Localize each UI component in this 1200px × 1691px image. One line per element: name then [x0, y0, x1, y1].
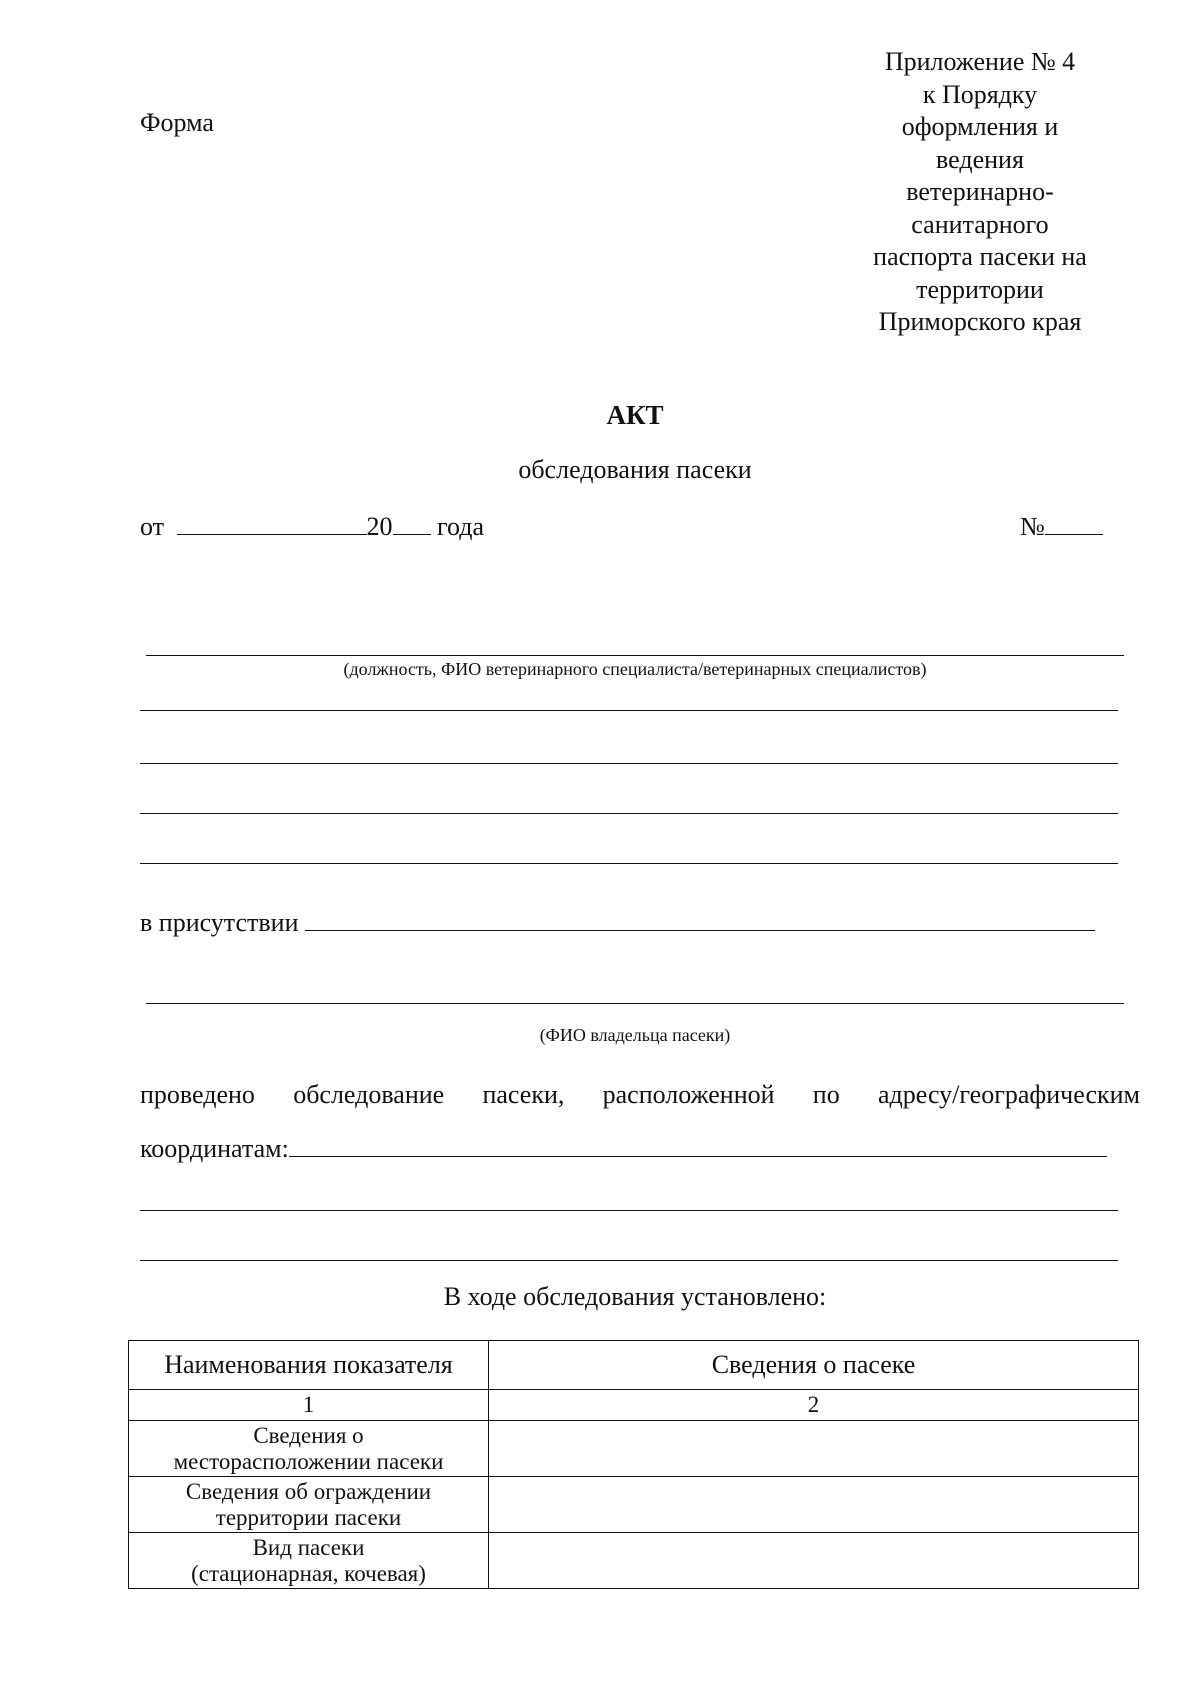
coordinates-field[interactable]	[289, 1130, 1107, 1157]
indicator-cell	[129, 1533, 489, 1589]
findings-table	[128, 1340, 1139, 1589]
table-header-cell: Сведения о пасеке	[489, 1341, 1139, 1390]
appendix-line: оформления и	[901, 112, 1059, 141]
date-from-label: от	[140, 512, 165, 541]
specialist-line-1[interactable]	[146, 655, 1124, 656]
presence-row	[140, 904, 1095, 938]
owner-line[interactable]	[146, 1003, 1124, 1004]
appendix-line: Приложение № 4	[884, 47, 1076, 76]
date-year-word: года	[437, 512, 485, 541]
indicator-line: Сведения о	[253, 1422, 364, 1448]
date-year-prefix: 20	[366, 512, 393, 541]
presence-field[interactable]	[305, 904, 1095, 931]
document-title: АКТ	[606, 400, 664, 430]
specialist-line-5[interactable]	[140, 863, 1118, 864]
specialist-line-2[interactable]	[140, 710, 1118, 711]
indicator-cell	[129, 1477, 489, 1533]
specialist-line-3[interactable]	[140, 763, 1118, 764]
table-number-row	[129, 1390, 1139, 1421]
form-label: Форма	[140, 108, 214, 137]
indicator-line: месторасположении пасеки	[173, 1448, 444, 1474]
act-number-field[interactable]	[1045, 508, 1103, 535]
table-header-cell: Наименования показателя	[129, 1341, 489, 1390]
specialist-caption: (должность, ФИО ветеринарного специалиста/ветеринарных специалистов)	[343, 659, 927, 679]
table-header-row	[129, 1341, 1139, 1390]
table-row	[129, 1533, 1139, 1589]
survey-paragraph-line-2	[140, 1130, 1107, 1164]
number-row	[1020, 508, 1103, 542]
table-row	[129, 1421, 1139, 1477]
indicator-line: территории пасеки	[215, 1504, 402, 1530]
date-day-month-field[interactable]	[177, 508, 367, 535]
value-cell[interactable]	[489, 1421, 1139, 1477]
survey-paragraph-line-1: проведено обследование пасеки, расположенной по адресу/географическим	[140, 1080, 1140, 1109]
owner-caption: (ФИО владельца пасеки)	[539, 1025, 731, 1045]
address-line-2[interactable]	[140, 1210, 1118, 1211]
appendix-line: паспорта пасеки на	[873, 242, 1087, 271]
date-year-field[interactable]	[393, 508, 431, 535]
address-line-3[interactable]	[140, 1260, 1118, 1261]
value-cell[interactable]	[489, 1477, 1139, 1533]
column-number-cell: 1	[129, 1390, 489, 1421]
number-sign: №	[1020, 512, 1045, 541]
document-subtitle: обследования пасеки	[518, 455, 752, 484]
indicator-line: Вид пасеки	[252, 1534, 365, 1560]
appendix-line: ведения	[936, 144, 1024, 174]
specialist-line-4[interactable]	[140, 813, 1118, 814]
appendix-line: санитарного	[911, 209, 1049, 239]
appendix-line: ветеринарно-	[906, 177, 1054, 206]
appendix-block	[835, 46, 1125, 339]
coordinates-label: координатам:	[140, 1134, 289, 1163]
column-number-cell: 2	[489, 1390, 1139, 1421]
appendix-line: Приморского края	[878, 307, 1082, 336]
table-row	[129, 1477, 1139, 1533]
indicator-line: Сведения об ограждении	[185, 1478, 432, 1504]
findings-heading: В ходе обследования установлено:	[443, 1282, 827, 1311]
presence-label: в присутствии	[140, 908, 299, 937]
value-cell[interactable]	[489, 1533, 1139, 1589]
indicator-line: (стационарная, кочевая)	[191, 1560, 426, 1586]
indicator-cell	[129, 1421, 489, 1477]
appendix-line: к Порядку	[922, 79, 1038, 109]
date-row	[140, 508, 484, 542]
appendix-line: территории	[916, 274, 1044, 304]
